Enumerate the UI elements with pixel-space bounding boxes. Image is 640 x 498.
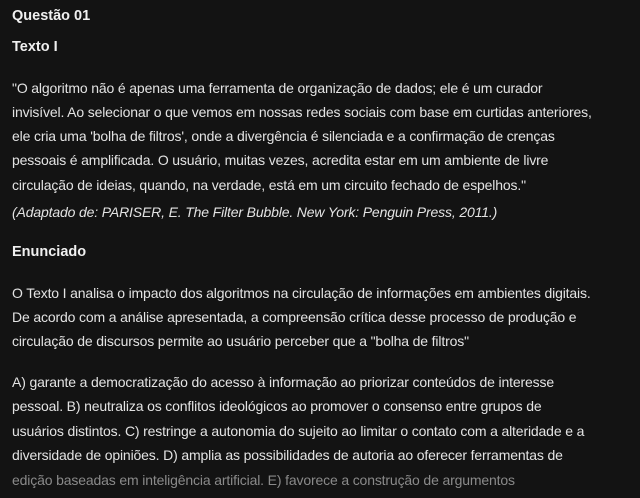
statement-line: O Texto I analisa o impacto dos algoritmos na circulação de informações em ambientes digitais. bbox=[12, 285, 591, 301]
options-line: diversidade de opiniões. D) amplia as possibilidades de autoria ao oferecer ferramentas de bbox=[12, 447, 563, 463]
citation: (Adaptado de: PARISER, E. The Filter Bubble. New York: Penguin Press, 2011.) bbox=[12, 204, 498, 220]
options-line: pessoal. B) neutraliza os conflitos ideológicos ao promover o consenso entre grupos de bbox=[12, 398, 542, 414]
statement-heading: Enunciado bbox=[12, 244, 87, 260]
options-line: A) garante a democratização do acesso à informação ao priorizar conteúdos de interesse bbox=[12, 374, 554, 390]
quote-line: pessoais é amplificada. O usuário, muitas vezes, acredita estar em um ambiente de livre bbox=[12, 152, 549, 168]
quote-line: "O algoritmo não é apenas uma ferramenta de organização de dados; ele é um curador bbox=[12, 80, 543, 96]
statement-line: circulação de discursos permite ao usuário perceber que a "bolha de filtros" bbox=[12, 333, 469, 349]
options-line: usuários distintos. C) restringe a autonomia do sujeito ao limitar o contato com a alteridade e a bbox=[12, 423, 585, 439]
question-title: Questão 01 bbox=[12, 8, 91, 24]
quote-line: ele cria uma 'bolha de filtros', onde a divergência é silenciada e a confirmação de crenças bbox=[12, 128, 555, 144]
statement-line: De acordo com a análise apresentada, a compreensão crítica desse processo de produção e bbox=[12, 309, 577, 325]
quote-line: invisível. Ao selecionar o que vemos em nossas redes sociais com base em curtidas anteriores, bbox=[12, 104, 592, 120]
quote-line: circulação de ideias, quando, na verdade, está em um circuito fechado de espelhos." bbox=[12, 177, 526, 193]
text-heading: Texto I bbox=[12, 39, 58, 55]
options-line-faded: edição baseadas em inteligência artificial. E) favorece a construção de argumentos bbox=[12, 472, 515, 488]
